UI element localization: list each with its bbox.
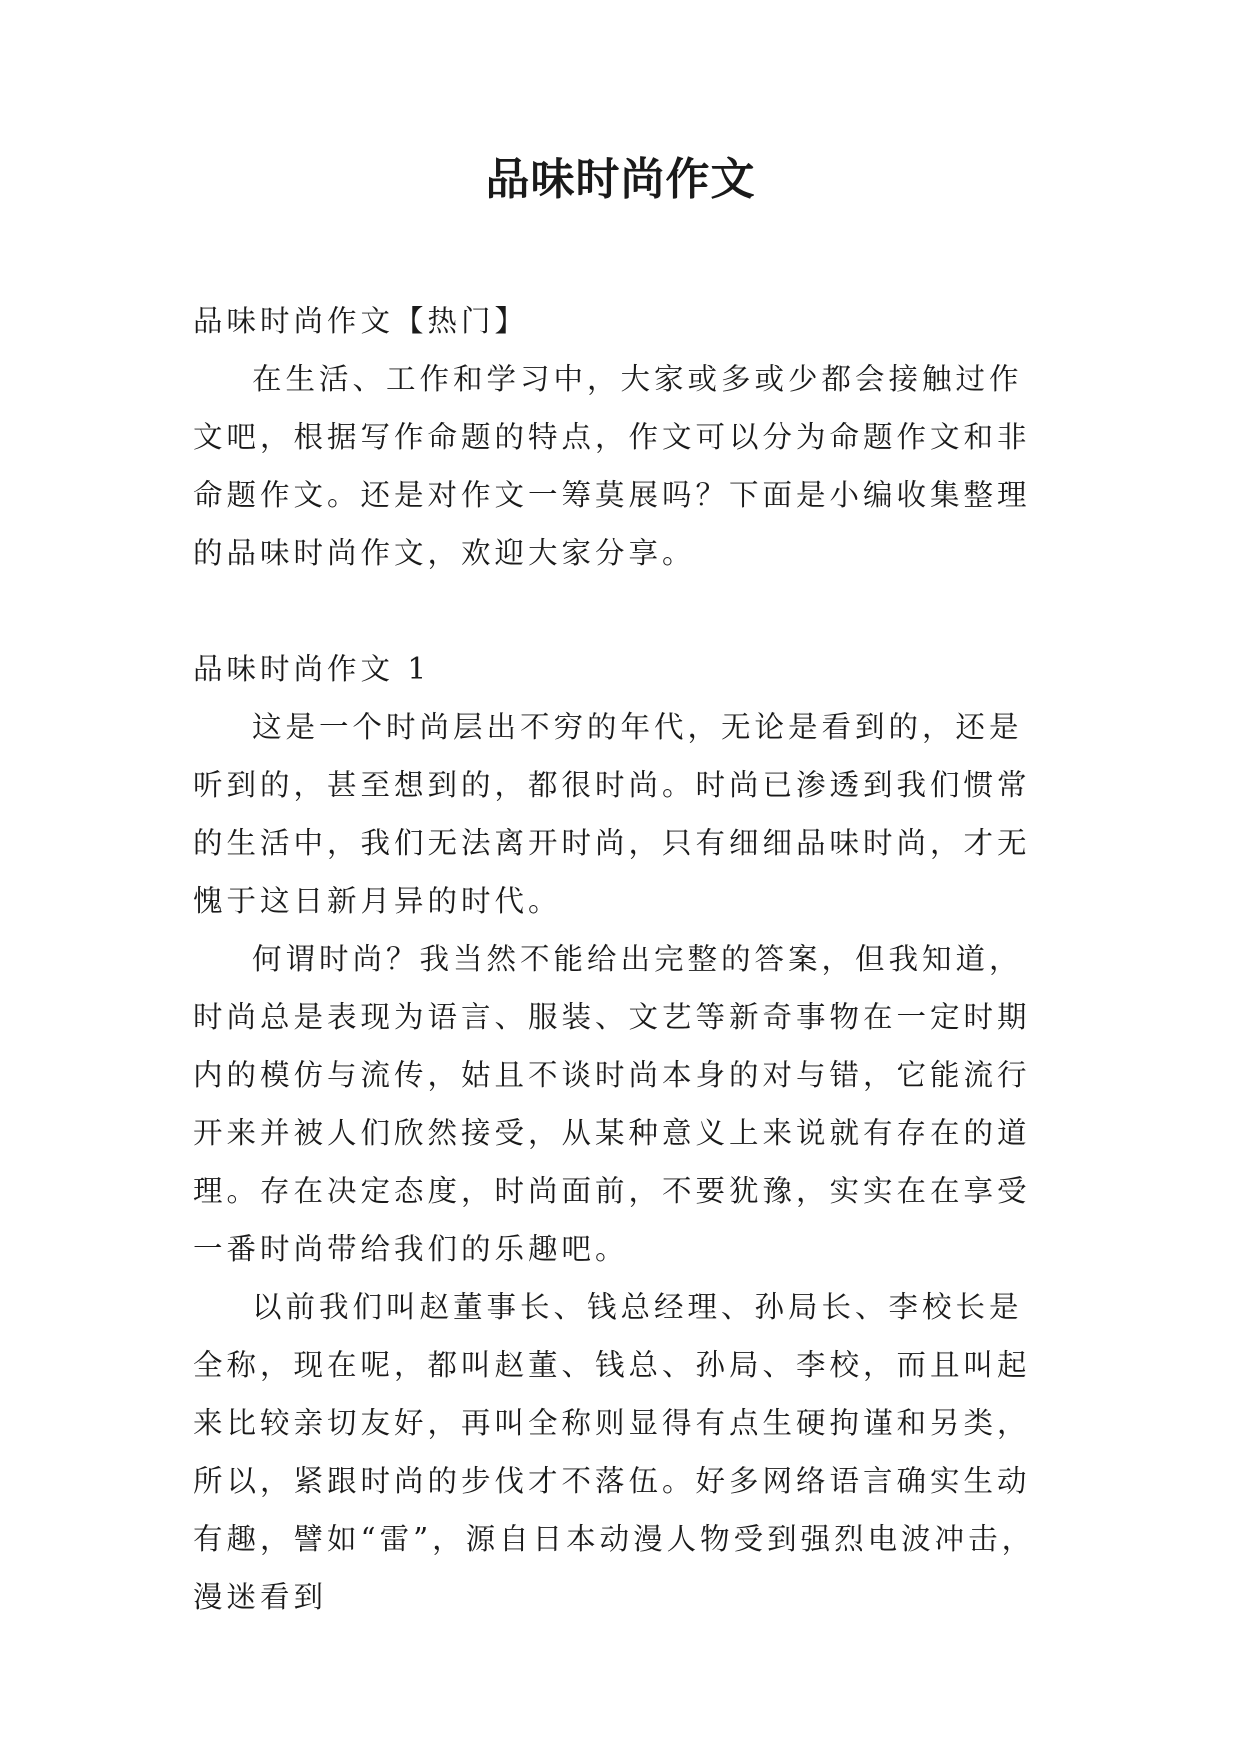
section-spacer <box>193 582 1053 640</box>
body-paragraph: 以前我们叫赵董事长、钱总经理、孙局长、李校长是全称，现在呢，都叫赵董、钱总、孙局、李校，而且叫起来比较亲切友好，再叫全称则显得有点生硬拘谨和另类，所以，紧跟时尚的步伐才不落伍。好多网络语言确实生动有趣，譬如“雷”，源自日本动漫人物受到强烈电波冲击，漫迷看到 <box>193 1290 1036 1614</box>
document-body <box>193 292 1053 1626</box>
body-paragraph: 这是一个时尚层出不穷的年代，无论是看到的，还是听到的，甚至想到的，都很时尚。时尚已渗透到我们惯常的生活中，我们无法离开时尚，只有细细品味时尚，才无愧于这日新月异的时代。 <box>193 710 1031 918</box>
body-paragraph: 何谓时尚？我当然不能给出完整的答案，但我知道，时尚总是表现为语言、服装、文艺等新奇事物在一定时期内的模仿与流传，姑且不谈时尚本身的对与错，它能流行开来并被人们欣然接受，从某种意义上来说就有存在的道理。存在决定态度，时尚面前，不要犹豫，实实在在享受一番时尚带给我们的乐趣吧。 <box>193 942 1031 1266</box>
document-subtitle: 品味时尚作文【热门】 <box>193 304 529 338</box>
document-title: 品味时尚作文 <box>485 154 756 205</box>
section-heading: 品味时尚作文 1 <box>193 652 431 686</box>
intro-paragraph: 在生活、工作和学习中，大家或多或少都会接触过作文吧，根据写作命题的特点，作文可以分为命题作文和非命题作文。还是对作文一筹莫展吗？下面是小编收集整理的品味时尚作文，欢迎大家分享。 <box>193 362 1031 570</box>
